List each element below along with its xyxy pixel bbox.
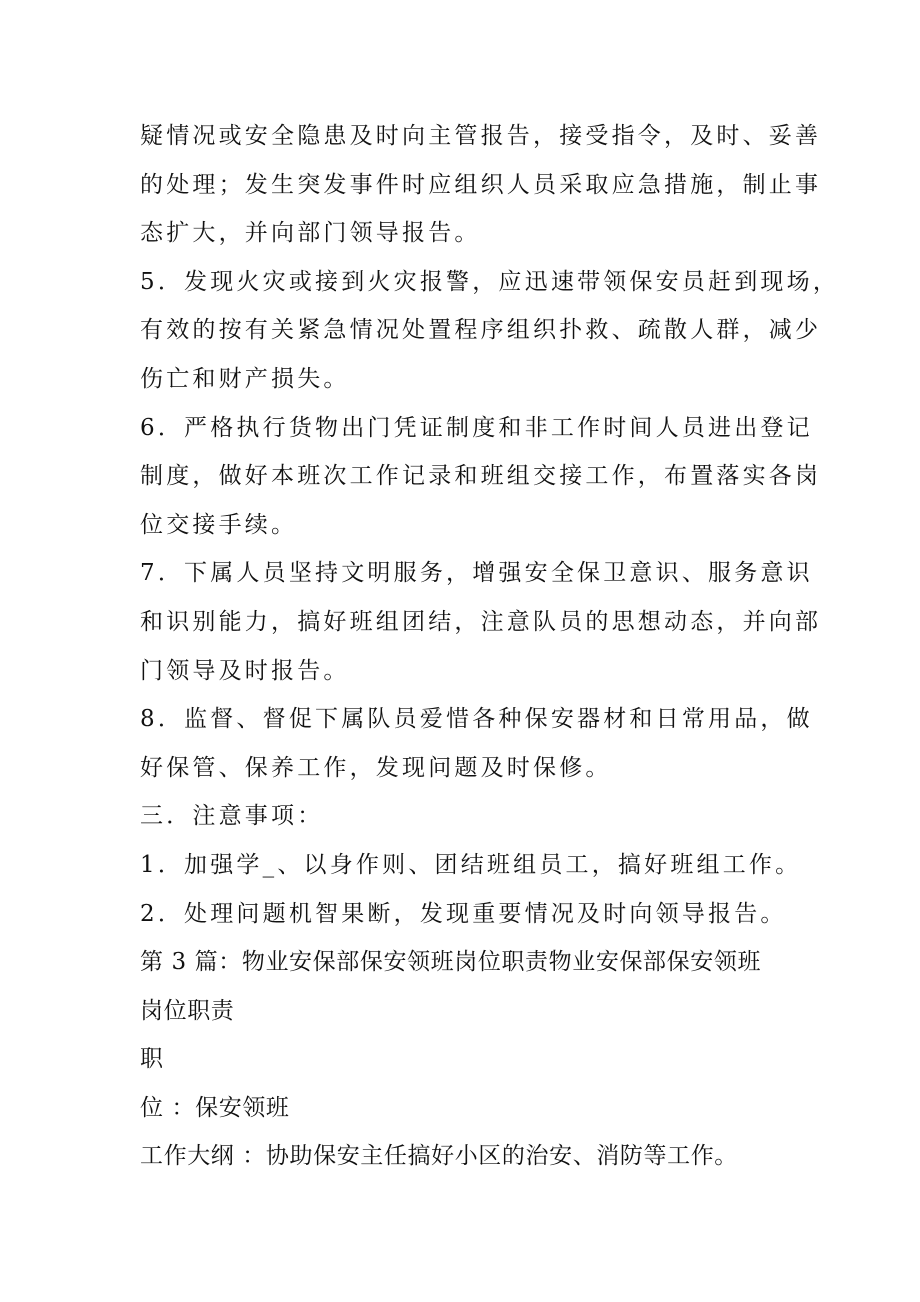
text-line: 好保管、保养工作，发现问题及时保修。 [140,754,612,781]
text-line: 8．监督、督促下属队员爱惜各种保安器材和日常用品，做 [140,706,813,733]
text-line: 7．下属人员坚持文明服务，增强安全保卫意识、服务意识 [140,560,813,587]
field-position: 位 ：保安领班 [140,1094,290,1121]
text-line: 门领导及时报告。 [140,657,350,684]
text-line: 5．发现火灾或接到火灾报警，应迅速带领保安员赶到现场， [140,268,840,295]
text-line: 1．加强学_、以身作则、团结班组员工，搞好班组工作。 [140,851,802,878]
chapter-heading: 第 3 篇：物业安保部保安领班岗位职责物业安保部保安领班 [140,949,762,976]
field-work-outline: 工作大纲 ：协助保安主任搞好小区的治安、消防等工作。 [140,1143,738,1170]
section-heading: 三．注意事项： [140,803,324,830]
text-line: 有效的按有关紧急情况处置程序组织扑救、疏散人群，减少 [140,317,822,344]
text-line: 疑情况或安全隐患及时向主管报告，接受指令，及时、妥善 [140,123,822,149]
text-line: 态扩大，并向部门领导报告。 [140,220,481,247]
text-line: 伤亡和财产损失。 [140,365,350,392]
document-body [140,112,840,1181]
text-line: 2．处理问题机智果断，发现重要情况及时向领导报告。 [140,900,787,927]
text-line: 的处理；发生突发事件时应组织人员采取应急措施，制止事 [140,171,822,198]
text-line: 6．严格执行货物出门凭证制度和非工作时间人员进出登记 [140,414,813,441]
field-label-fragment: 职 [140,1046,164,1073]
chapter-heading-continued: 岗位职责 [140,997,235,1024]
text-line: 位交接手续。 [140,511,298,538]
text-line: 和识别能力，搞好班组团结，注意队员的思想动态，并向部 [140,608,822,635]
text-line: 制度，做好本班次工作记录和班组交接工作，布置落实各岗 [140,463,822,490]
